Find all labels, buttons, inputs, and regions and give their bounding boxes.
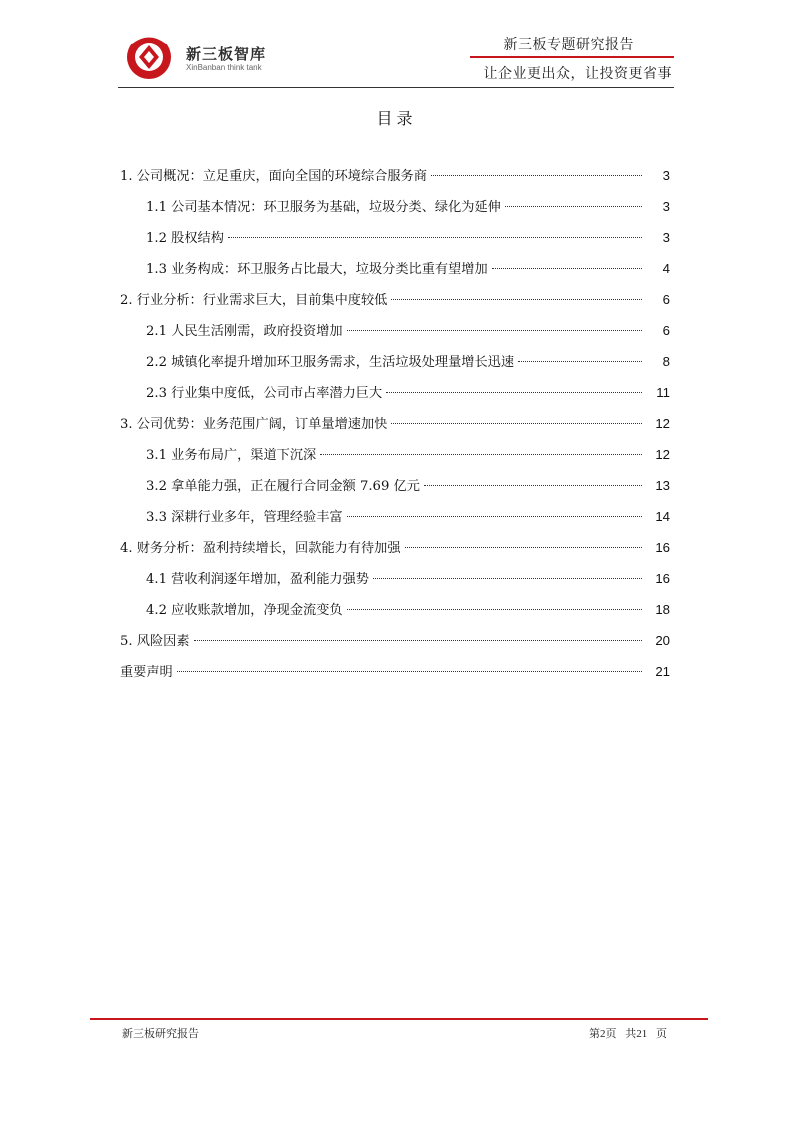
toc-entry-label: 1.1 公司基本情况：环卫服务为基础，垃圾分类、绿化为延伸 (146, 200, 501, 215)
toc-entry-label: 3.3 深耕行业多年，管理经验丰富 (146, 510, 343, 525)
footer-page-number: 第2页 共21 页 (589, 1028, 667, 1040)
footer-report-name: 新三板研究报告 (122, 1027, 199, 1040)
toc-entry-label: 4.2 应收账款增加，净现金流变负 (146, 603, 343, 618)
toc-entry[interactable] (118, 160, 670, 191)
toc-entry-label: 2.3 行业集中度低，公司市占率潜力巨大 (146, 386, 383, 401)
toc-entry-page: 12 (655, 447, 670, 462)
toc-entry[interactable] (118, 253, 670, 284)
toc-entry-page: 21 (655, 664, 670, 679)
toc-entry-page: 3 (662, 230, 670, 245)
toc-entry[interactable] (118, 408, 670, 439)
toc-entry-label: 1.2 股权结构 (146, 231, 224, 246)
toc-leader-dots (386, 392, 642, 393)
toc-entry[interactable] (118, 439, 670, 470)
toc-entry[interactable] (118, 563, 670, 594)
toc-entry-label: 3. 公司优势：业务范围广阔，订单量增速加快 (120, 417, 388, 432)
toc-entry-label: 1.3 业务构成：环卫服务占比最大，垃圾分类比重有望增加 (146, 262, 488, 277)
toc-entry[interactable] (118, 222, 670, 253)
toc-entry-page: 12 (655, 416, 670, 431)
footer-divider (90, 1018, 708, 1020)
toc-entry-page: 8 (662, 354, 670, 369)
toc-leader-dots (391, 423, 642, 424)
toc-entry[interactable] (118, 594, 670, 625)
toc-leader-dots (405, 547, 642, 548)
slogan: 让企业更出众，让投资更省事 (483, 66, 672, 82)
toc-entry[interactable] (118, 191, 670, 222)
toc-entry[interactable] (118, 625, 670, 656)
toc-entry[interactable] (118, 501, 670, 532)
toc-leader-dots (320, 454, 642, 455)
toc-entry-label: 2. 行业分析：行业需求巨大，目前集中度较低 (120, 293, 388, 308)
toc-entry-label: 1. 公司概况：立足重庆，面向全国的环境综合服务商 (120, 169, 427, 184)
toc-entry-label: 2.1 人民生活刚需，政府投资增加 (146, 324, 343, 339)
toc-entry-label: 4. 财务分析：盈利持续增长，回款能力有待加强 (120, 541, 401, 556)
toc-entry[interactable] (118, 377, 670, 408)
toc-entry[interactable] (118, 532, 670, 563)
toc-entry-page: 18 (655, 602, 670, 617)
toc-entry-page: 4 (662, 261, 670, 276)
toc-entry-page: 11 (656, 385, 670, 400)
toc-entry[interactable] (118, 470, 670, 501)
brand-subtitle: XinBanban think tank (186, 63, 262, 72)
header-accent-line (470, 56, 674, 58)
toc-entry-page: 16 (655, 571, 670, 586)
toc-leader-dots (347, 516, 642, 517)
toc-entry-label: 3.1 业务布局广，渠道下沉深 (146, 448, 317, 463)
toc-leader-dots (177, 671, 642, 672)
toc-leader-dots (431, 175, 642, 176)
toc-entry-page: 20 (655, 633, 670, 648)
toc-entry-label: 5. 风险因素 (120, 634, 190, 649)
toc-entry-page: 3 (662, 168, 670, 183)
table-of-contents (118, 160, 670, 687)
toc-entry[interactable] (118, 284, 670, 315)
brand-name: 新三板智库 (186, 45, 267, 63)
toc-entry-page: 13 (655, 478, 670, 493)
toc-entry-page: 3 (662, 199, 670, 214)
toc-entry-label: 3.2 拿单能力强，正在履行合同金额 7.69 亿元 (146, 479, 420, 494)
toc-entry-page: 14 (655, 509, 670, 524)
header-divider (118, 87, 674, 88)
toc-entry-label: 2.2 城镇化率提升增加环卫服务需求，生活垃圾处理量增长迅速 (146, 355, 515, 370)
toc-leader-dots (373, 578, 642, 579)
toc-leader-dots (194, 640, 642, 641)
toc-entry[interactable] (118, 656, 670, 687)
toc-entry[interactable] (118, 315, 670, 346)
toc-entry-label: 重要声明 (120, 665, 173, 680)
toc-entry-page: 6 (662, 292, 670, 307)
toc-leader-dots (347, 609, 642, 610)
toc-leader-dots (424, 485, 642, 486)
toc-leader-dots (492, 268, 642, 269)
toc-leader-dots (518, 361, 642, 362)
toc-entry-page: 16 (655, 540, 670, 555)
toc-entry-label: 4.1 营收利润逐年增加，盈利能力强势 (146, 572, 369, 587)
report-type: 新三板专题研究报告 (503, 37, 634, 53)
toc-title: 目录 (376, 109, 417, 128)
toc-leader-dots (228, 237, 642, 238)
toc-entry-page: 6 (662, 323, 670, 338)
toc-leader-dots (505, 206, 642, 207)
xinbanban-logo-icon (123, 31, 179, 83)
toc-entry[interactable] (118, 346, 670, 377)
toc-leader-dots (391, 299, 642, 300)
toc-leader-dots (347, 330, 642, 331)
